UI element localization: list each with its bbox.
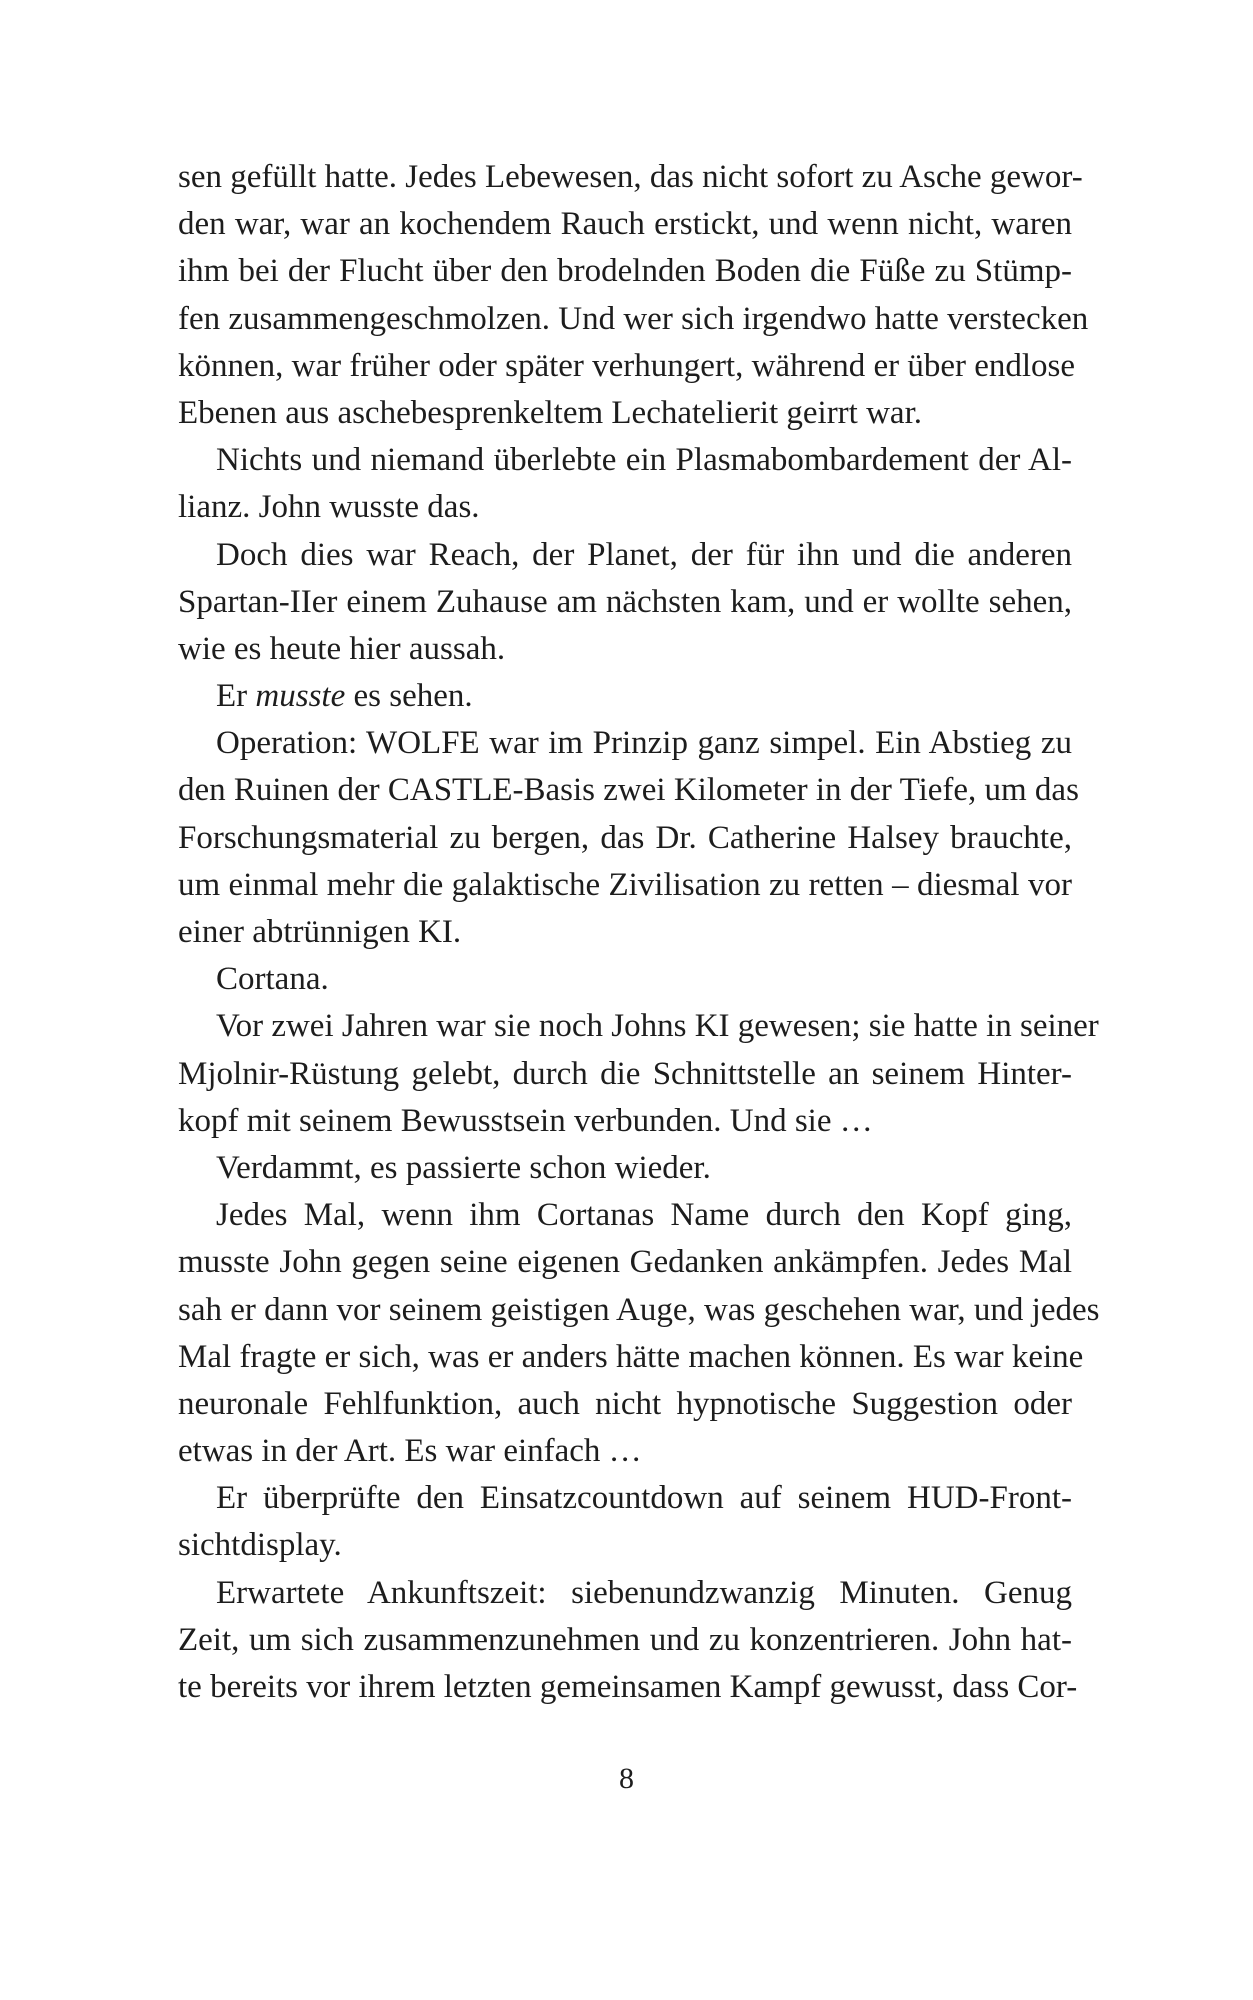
text-line: Doch dies war Reach, der Planet, der für ihn und die anderen	[216, 536, 1072, 573]
text-line: Er überprüfte den Einsatzcountdown auf seinem HUD-Front-	[216, 1480, 1072, 1517]
text-line: Vor zwei Jahren war sie noch Johns KI gewesen; sie hatte in seiner	[216, 1008, 1099, 1045]
text-line: Mal fragte er sich, was er anders hätte machen können. Es war keine	[178, 1338, 1084, 1375]
text-line: fen zusammengeschmolzen. Und wer sich irgendwo hatte verstecken	[178, 300, 1089, 337]
text-line: ihm bei der Flucht über den brodelnden Boden die Füße zu Stümp-	[178, 253, 1072, 290]
text-line: Ebenen aus aschebesprenkeltem Lechatelierit geirrt war.	[178, 394, 922, 431]
text-line: musste John gegen seine eigenen Gedanken ankämpfen. Jedes Mal	[178, 1244, 1072, 1281]
text-line: kopf mit seinem Bewusstsein verbunden. Und sie …	[178, 1102, 873, 1139]
text-line: um einmal mehr die galaktische Zivilisation zu retten – diesmal vor	[178, 866, 1072, 903]
emphasis-word: musste	[255, 678, 346, 715]
text-line: Zeit, um sich zusammenzunehmen und zu konzentrieren. John hat-	[178, 1621, 1072, 1658]
text-line: lianz. John wusste das.	[178, 489, 480, 526]
text-line: etwas in der Art. Es war einfach …	[178, 1433, 642, 1470]
text-line: den Ruinen der CASTLE-Basis zwei Kilometer in der Tiefe, um das	[178, 772, 1079, 809]
text-line: sichtdisplay.	[178, 1527, 342, 1564]
text-line: Forschungsmaterial zu bergen, das Dr. Catherine Halsey brauchte,	[178, 819, 1072, 856]
text-line: Erwartete Ankunftszeit: siebenundzwanzig Minuten. Genug	[216, 1574, 1072, 1611]
text-line: Operation: WOLFE war im Prinzip ganz simpel. Ein Abstieg zu	[216, 725, 1072, 762]
page-number: 8	[619, 1762, 634, 1795]
text-line-lead: Er	[216, 678, 256, 715]
text-line: wie es heute hier aussah.	[178, 630, 506, 667]
text-line: den war, war an kochendem Rauch erstickt, und wenn nicht, waren	[178, 206, 1072, 243]
text-line: Jedes Mal, wenn ihm Cortanas Name durch den Kopf ging,	[216, 1197, 1072, 1234]
text-line: Spartan-IIer einem Zuhause am nächsten kam, und er wollte sehen,	[178, 583, 1072, 620]
body-text	[178, 154, 1100, 1711]
text-line: te bereits vor ihrem letzten gemeinsamen Kampf gewusst, dass Cor-	[178, 1669, 1078, 1705]
text-line-tail: es sehen.	[345, 678, 473, 715]
text-line: sah er dann vor seinem geistigen Auge, was geschehen war, und jedes	[178, 1291, 1100, 1328]
text-line: einer abtrünnigen KI.	[178, 914, 462, 950]
text-line: Verdammt, es passierte schon wieder.	[216, 1149, 711, 1186]
text-line: sen gefüllt hatte. Jedes Lebewesen, das nicht sofort zu Asche gewor-	[178, 159, 1083, 195]
text-line: können, war früher oder später verhungert, während er über endlose	[178, 347, 1076, 384]
text-line: Nichts und niemand überlebte ein Plasmabombardement der Al-	[216, 442, 1072, 479]
text-line: Mjolnir-Rüstung gelebt, durch die Schnittstelle an seinem Hinter-	[178, 1055, 1072, 1092]
text-line: neuronale Fehlfunktion, auch nicht hypnotische Suggestion oder	[178, 1385, 1072, 1422]
text-line: Cortana.	[216, 961, 329, 998]
text-line	[178, 673, 1072, 720]
